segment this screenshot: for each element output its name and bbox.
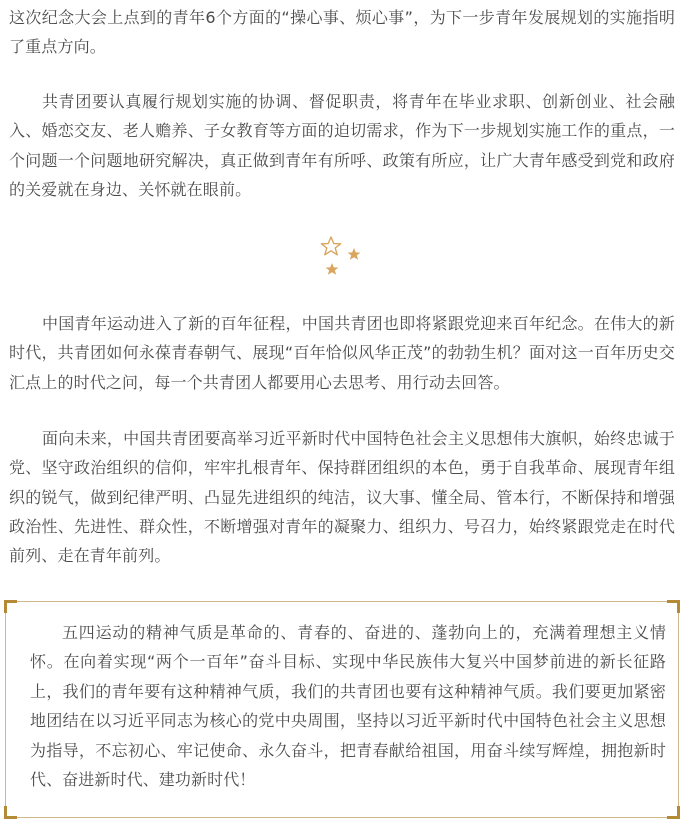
corner-top-left — [4, 600, 17, 613]
star-divider — [317, 235, 367, 280]
paragraph-1: 这次纪念大会上点到的青年6个方面的“操心事、烦心事”，为下一步青年发展规划的实施指明了重点方向。 — [9, 8, 675, 57]
corner-bottom-left — [4, 806, 17, 819]
paragraph-2: 共青团要认真履行规划实施的协调、督促职责，将青年在毕业求职、创新创业、社会融入、婚恋交友、老人赡养、子女教育等方面的迫切需求，作为下一步规划实施工作的重点，一个问题一个问题地研究解决，真正做到青年有所呼、政策有所应，让广大青年感受到党和政府的关爱就在身边、关怀就在眼前。 — [9, 92, 675, 199]
corner-bottom-right — [667, 806, 680, 819]
paragraph-4: 面向未来，中国共青团要高举习近平新时代中国特色社会主义思想伟大旗帜，始终忠诚于党、坚守政治组织的信仰，牢牢扎根青年、保持群团组织的本色，勇于自我革命、展现青年组织的锐气，做到纪律严明、凸显先进组织的纯洁，议大事、懂全局、管本行，不断保持和增强政治性、先进性、群众性，不断增强对青年的凝聚力、组织力、号召力，始终紧跟党走在时代前列、走在青年前列。 — [9, 429, 675, 566]
star-outline-icon — [321, 237, 340, 255]
corner-top-right — [667, 600, 680, 613]
paragraph-3: 中国青年运动进入了新的百年征程，中国共青团也即将紧跟党迎来百年纪念。在伟大的新时代，共青团如何永葆青春朝气、展现“百年恰似风华正茂”的勃勃生机？面对这一百年历史交汇点上的时代之问，每一个共青团人都要用心去思考、用行动去回答。 — [9, 314, 675, 392]
quote-text: 五四运动的精神气质是革命的、青春的、奋进的、蓬勃向上的，充满着理想主义情怀。在向着实现“两个一百年”奋斗目标、实现中华民族伟大复兴中国梦前进的新长征路上，我们的青年要有这种精神气质，我们的共青团也要有这种精神气质。我们要更加紧密地团结在以习近平同志为核心的党中央周围，坚持以习近平新时代中国特色社会主义思想为指导，不忘初心、牢记使命、永久奋斗，把青春献给祖国，用奋斗续写辉煌，拥抱新时代、奋进新时代、建功新时代！ — [30, 623, 666, 790]
star-icon — [348, 248, 361, 260]
star-icon — [326, 263, 339, 275]
quote-box — [5, 601, 679, 818]
